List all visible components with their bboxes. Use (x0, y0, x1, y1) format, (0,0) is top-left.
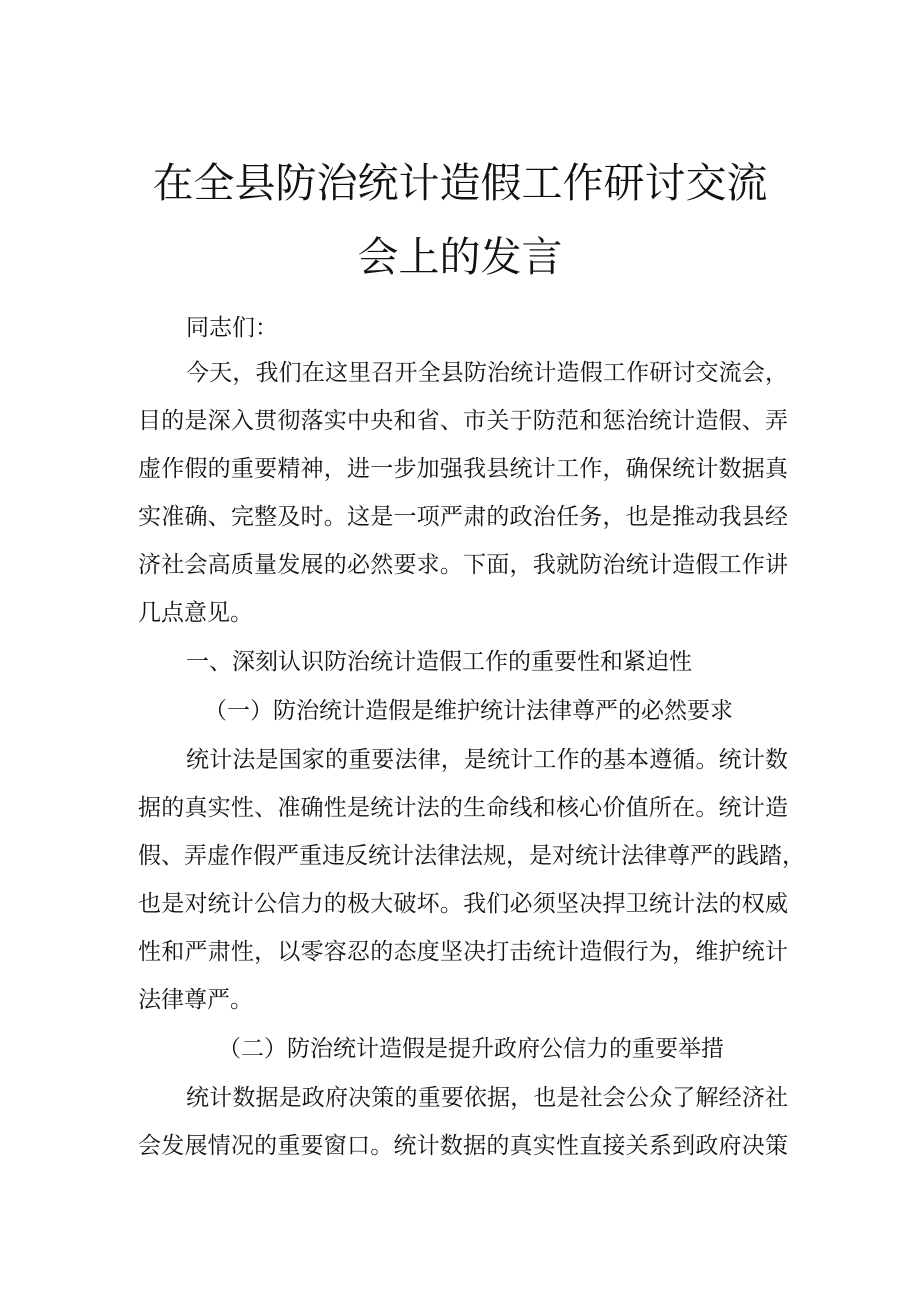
document-title-line-2: 会上的发言 (357, 233, 563, 281)
salutation: 同志们： (186, 315, 278, 341)
body-line: 也是对统计公信力的极大破坏。我们必须坚决捍卫统计法的权威 (138, 891, 788, 917)
intro-line: 虚作假的重要精神，进一步加强我县统计工作，确保统计数据真 (138, 456, 788, 482)
intro-line: 济社会高质量发展的必然要求。下面，我就防治统计造假工作讲 (138, 552, 788, 578)
intro-line: 目的是深入贯彻落实中央和省、市关于防范和惩治统计造假、弄 (138, 408, 788, 434)
body-line: 据的真实性、准确性是统计法的生命线和核心价值所在。统计造 (138, 795, 788, 821)
body-line: 性和严肃性，以零容忍的态度坚决打击统计造假行为，维护统计 (138, 939, 788, 965)
body-line: 会发展情况的重要窗口。统计数据的真实性直接关系到政府决策 (138, 1133, 788, 1159)
intro-line: 几点意见。 (138, 600, 253, 626)
document-title-line-1: 在全县防治统计造假工作研讨交流 (152, 159, 768, 207)
body-line: 统计数据是政府决策的重要依据，也是社会公众了解经济社 (186, 1085, 788, 1111)
body-line: 假、弄虚作假严重违反统计法律法规，是对统计法律尊严的践踏， (138, 843, 805, 869)
body-line: 统计法是国家的重要法律，是统计工作的基本遵循。统计数 (186, 747, 788, 773)
intro-line: 实准确、完整及时。这是一项严肃的政治任务，也是推动我县经 (138, 504, 788, 530)
body-line: 法律尊严。 (138, 987, 253, 1013)
subsection-heading-2: （二）防治统计造假是提升政府公信力的重要举措 (218, 1036, 724, 1062)
intro-line: 今天，我们在这里召开全县防治统计造假工作研讨交流会， (186, 360, 788, 386)
section-heading-1: 一、深刻认识防治统计造假工作的重要性和紧迫性 (186, 649, 692, 675)
subsection-heading-1: （一）防治统计造假是维护统计法律尊严的必然要求 (204, 698, 733, 724)
